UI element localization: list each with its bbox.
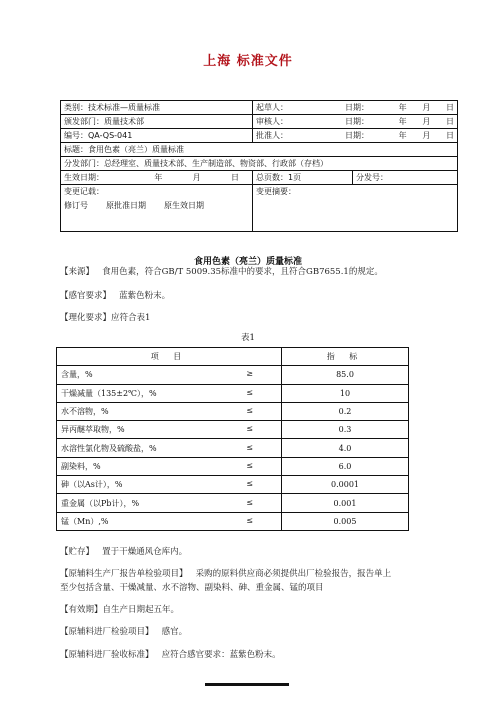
col-header-item: 项 目 <box>57 348 282 366</box>
form-row-code <box>61 129 457 143</box>
spec-item-cell <box>57 402 282 420</box>
issuing-dept-field: 颁发部门：质量技术部 <box>64 117 144 126</box>
spec-item-cell <box>57 366 282 384</box>
orig-effective-date-label: 原生效日期 <box>164 201 204 210</box>
spec-item-cell <box>57 494 282 512</box>
spec-item-cell <box>57 439 282 457</box>
spec-value-cell: 0.0001 <box>282 476 409 494</box>
table-row <box>57 476 409 494</box>
form-row-category <box>61 101 457 115</box>
change-summary: 变更摘要： <box>252 185 457 231</box>
table-caption: 表1 <box>241 333 255 343</box>
spec-item-label: 水溶性氯化物及硫酸盐，% <box>61 443 157 453</box>
table-row <box>57 421 409 439</box>
spec-item-cell <box>57 384 282 402</box>
spec-item-cell <box>57 421 282 439</box>
spec-item-label: 水不溶物，% <box>61 407 109 417</box>
spec-item-label: 锰（Mn）,% <box>61 516 109 526</box>
spec-item-cell <box>57 512 282 530</box>
change-record-section <box>61 185 457 231</box>
distribution-field: 分发部门：总经理室、质量技术部、生产制造部、物资部、行政部（存档） <box>64 159 328 168</box>
spec-value-cell: 10 <box>282 384 409 402</box>
spec-value-cell: 0.2 <box>282 402 409 420</box>
spec-operator: ≤ <box>246 515 253 525</box>
document-title: 食用色素（亮兰）质量标准 <box>193 257 302 267</box>
spec-item-cell <box>57 476 282 494</box>
change-record: 变更记载： 修订号 原批准日期 原生效日期 <box>64 187 204 210</box>
validity-paragraph: 【有效期】自生产日期起五年。 <box>60 605 180 615</box>
spec-table <box>56 347 409 531</box>
table-row <box>57 512 409 530</box>
spec-operator: ≤ <box>246 406 253 416</box>
orig-approval-date-label: 原批准日期 <box>106 201 146 210</box>
spec-operator: ≤ <box>246 497 253 507</box>
spec-operator: ≤ <box>246 442 253 452</box>
table-row <box>57 366 409 384</box>
incoming-std-paragraph: 【原辅料进厂验收标准】 应符合感官要求：蓝紫色粉末。 <box>60 650 281 660</box>
subject-field: 标题：食用色素（亮兰）质量标准 <box>64 145 184 154</box>
spec-operator: ≤ <box>246 387 253 397</box>
footer-divider <box>205 683 289 686</box>
reviewer-field: 审核人： <box>252 115 342 128</box>
spec-item-label: 砷（以As计），% <box>61 480 123 490</box>
table-row <box>57 494 409 512</box>
approver-field: 批准人： <box>252 129 342 142</box>
spec-operator: ≥ <box>246 369 253 379</box>
spec-item-label: 重金属（以Pb计），% <box>61 498 140 508</box>
form-row-dept <box>61 115 457 129</box>
spec-item-cell <box>57 457 282 475</box>
spec-value-cell: 4.0 <box>282 439 409 457</box>
sensory-paragraph: 【感官要求】 蓝紫色粉末。 <box>60 291 171 301</box>
physchem-paragraph: 【理化要求】应符合表1 <box>60 313 151 323</box>
spec-operator: ≤ <box>246 424 253 434</box>
incoming-item-paragraph: 【原辅料进厂检验项目】 感官。 <box>60 627 188 637</box>
table-row <box>57 402 409 420</box>
spec-value-cell: 0.001 <box>282 494 409 512</box>
spec-item-label: 干燥减量（135±2℃），% <box>61 388 157 398</box>
table-row <box>57 384 409 402</box>
spec-item-label: 副染料，% <box>61 461 101 471</box>
drafter-field: 起草人： <box>252 101 342 114</box>
form-row-effective <box>61 171 457 185</box>
spec-item-label: 异丙醚萃取物，% <box>61 425 125 435</box>
col-header-value: 指 标 <box>282 348 409 366</box>
spec-value-cell: 6.0 <box>282 457 409 475</box>
spec-operator: ≤ <box>246 479 253 489</box>
spec-value-cell: 0.005 <box>282 512 409 530</box>
code-field: 编号：QA-QS-041 <box>64 131 133 140</box>
table-header-row <box>57 348 409 366</box>
form-row-subject <box>61 143 457 157</box>
table-row <box>57 457 409 475</box>
page-title: 上海 标准文件 <box>203 54 293 69</box>
spec-value-cell: 85.0 <box>282 366 409 384</box>
spec-value-cell: 0.3 <box>282 421 409 439</box>
storage-paragraph: 【贮存】 置于干燥通风仓库内。 <box>60 547 188 557</box>
source-paragraph: 【来源】 食用色素，符合GB/T 5009.35标准中的要求，且符合GB7655.1的规定。 <box>60 267 383 277</box>
reviewer-date: 日期： 年 月 日 <box>345 117 454 126</box>
total-pages-field: 总页数：1页 <box>252 171 352 184</box>
form-row-distribution <box>61 157 457 171</box>
approver-date: 日期： 年 月 日 <box>345 131 454 140</box>
spec-operator: ≤ <box>246 460 253 470</box>
revision-no-label: 修订号 <box>64 201 88 210</box>
spec-item-label: 含量，% <box>61 370 93 380</box>
document-control-form <box>60 100 458 232</box>
distribution-no-field: 分发号： <box>352 171 457 184</box>
factory-report-paragraph: 【原辅料生产厂报告单检验项目】 采购的原料供应商必须提供出厂检验报告，报告单上 至少包括含量、干燥减量、水不溶物、副染料、砷、重金属、锰的项目 <box>60 569 392 593</box>
table-row <box>57 439 409 457</box>
effective-date-field: 生效日期： 年 月 日 <box>64 173 239 182</box>
drafter-date: 日期： 年 月 日 <box>345 103 454 112</box>
category-field: 类别：技术标准—质量标准 <box>64 103 160 112</box>
